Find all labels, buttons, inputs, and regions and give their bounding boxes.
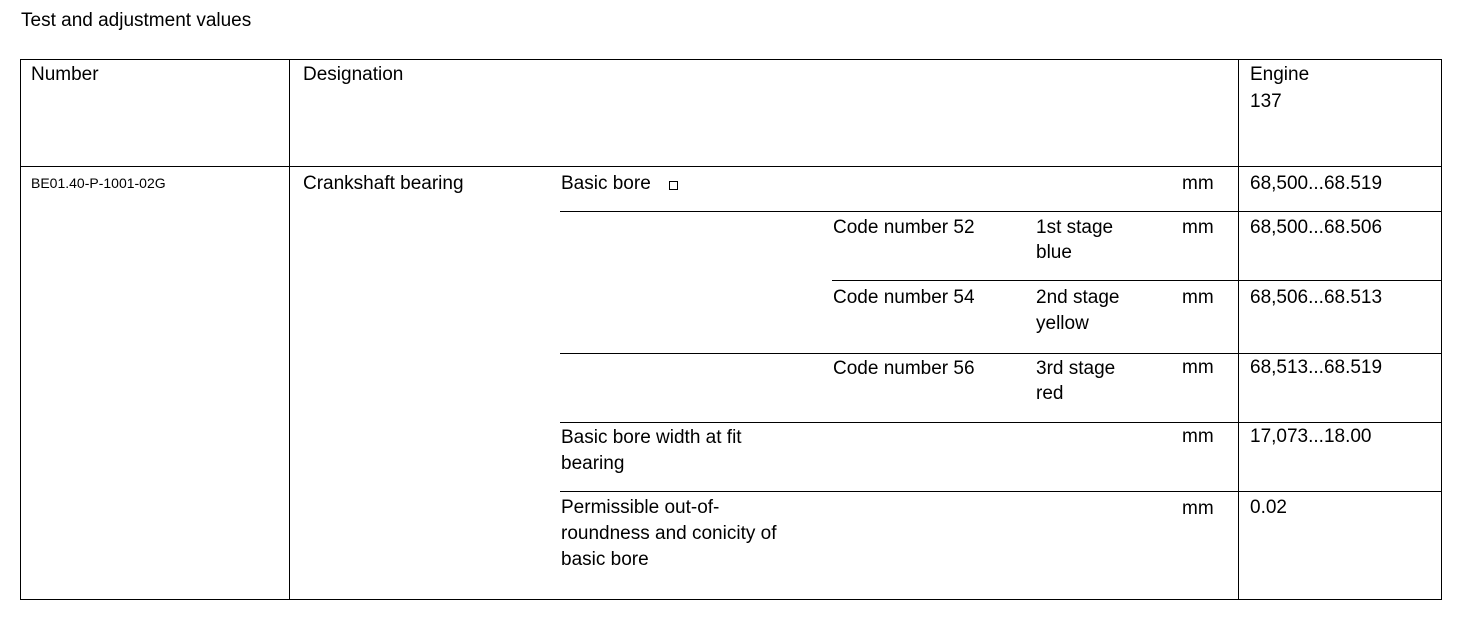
code-54-stage: 2nd stage [1036,287,1120,308]
code-54-value: 68,506...68.513 [1250,287,1383,308]
code-56-stage: 3rd stage [1036,358,1116,379]
bore-width-label-line1: Basic bore width at fit [561,427,742,448]
values-table [20,59,1442,600]
out-of-round-unit: mm [1182,498,1214,519]
bore-width-label-line2: bearing [561,453,625,474]
document-title: Test and adjustment values [21,10,252,31]
header-number: Number [31,64,99,85]
code-54-label: Code number 54 [833,287,975,308]
code-52-unit: mm [1182,217,1214,238]
code-52-label: Code number 52 [833,217,975,238]
header-engine-label: Engine [1250,64,1310,85]
row-divider-code-54 [560,353,1442,354]
row-divider-basic-bore [560,211,1442,212]
out-of-round-label-line1: Permissible out-of- [561,497,720,518]
out-of-round-value: 0.02 [1250,497,1287,518]
code-56-unit: mm [1182,357,1214,378]
column-divider-engine [1238,59,1239,600]
out-of-round-label-line2: roundness and conicity of [561,523,777,544]
out-of-round-label-line3: basic bore [561,549,649,570]
code-52-stage: 1st stage [1036,217,1114,238]
header-designation: Designation [303,64,404,85]
column-divider-number [289,59,290,600]
header-engine-number: 137 [1250,91,1282,112]
code-56-label: Code number 56 [833,358,975,379]
header-bottom-divider [20,166,1442,167]
basic-bore-label [561,171,678,196]
basic-bore-text: Basic bore [561,173,651,194]
square-symbol-icon [669,181,678,190]
document-number: BE01.40-P-1001-02G [31,175,166,191]
component-name: Crankshaft bearing [303,173,464,194]
basic-bore-value: 68,500...68.519 [1250,173,1383,194]
bore-width-value: 17,073...18.00 [1250,426,1372,447]
row-divider-code-56 [560,422,1442,423]
code-54-color: yellow [1036,313,1089,334]
bore-width-unit: mm [1182,426,1214,447]
code-54-unit: mm [1182,287,1214,308]
row-divider-code-52 [832,280,1442,281]
code-52-value: 68,500...68.506 [1250,217,1383,238]
row-divider-width [560,491,1442,492]
basic-bore-unit: mm [1182,173,1214,194]
code-56-color: red [1036,383,1064,404]
code-56-value: 68,513...68.519 [1250,357,1383,378]
code-52-color: blue [1036,242,1072,263]
